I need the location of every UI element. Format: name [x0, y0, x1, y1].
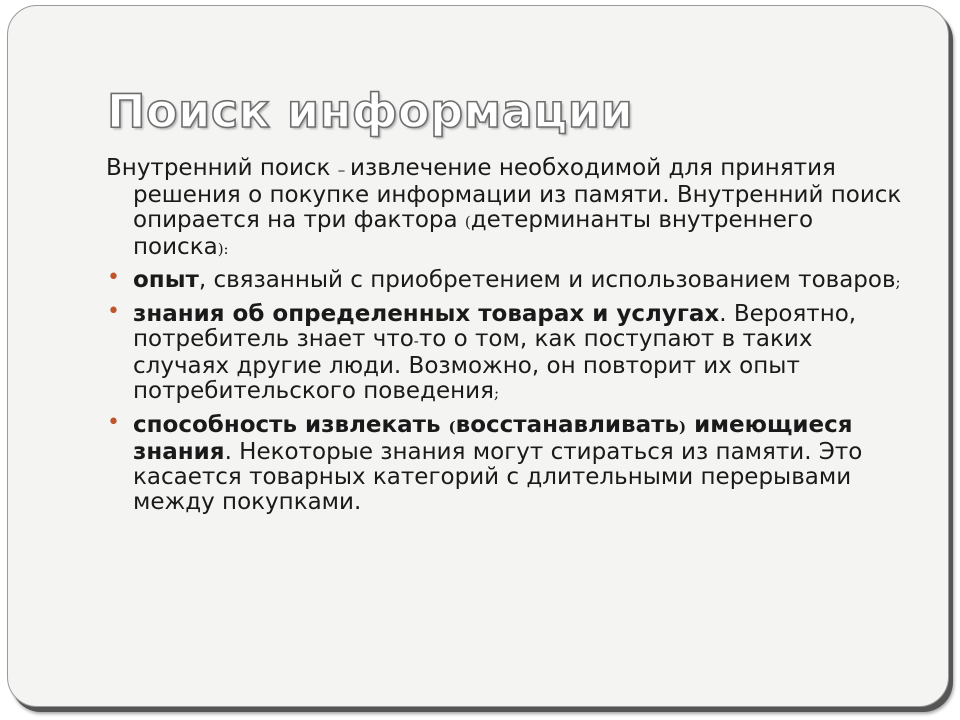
- item-3-bold-1: способность извлекать: [133, 412, 449, 438]
- item-2-end: ;: [493, 384, 500, 402]
- slide-body: [106, 156, 906, 522]
- intro-text-3: детерминанты внутреннего поиска: [133, 207, 814, 260]
- item-1-text: , связанный с приобретением и использованием товаров: [198, 267, 896, 293]
- intro-close: ):: [217, 240, 229, 258]
- item-3-paren-close: ): [679, 418, 687, 436]
- slide-title: Поиск информации: [107, 84, 634, 138]
- intro-paragraph: [106, 156, 906, 262]
- bullet-icon: •: [107, 265, 120, 290]
- intro-open-paren: (: [464, 213, 471, 231]
- item-2-bold: знания об определенных товарах и услугах: [133, 301, 720, 327]
- item-1-end: ;: [895, 273, 901, 291]
- item-2-text-1: . Вероятно, потребитель знает что: [133, 301, 857, 352]
- bullet-item-experience: [106, 265, 906, 295]
- item-2-text-2: то о том, как поступают в таких случаях другие люди. Возможно, он повторит их опыт потребительского поведения: [133, 326, 813, 404]
- intro-text-2: извлечение необходимой для принятия решения о покупке информации из памяти. Внутренний поиск опирается на три фактора: [133, 155, 902, 233]
- item-3-paren-open: (: [448, 418, 456, 436]
- intro-dash: –: [337, 161, 351, 179]
- bullet-item-ability: [106, 410, 906, 515]
- item-3-bold-2: восстанавливать: [455, 412, 679, 438]
- intro-text-1: Внутренний поиск: [106, 155, 338, 181]
- item-1-bold: опыт: [133, 267, 199, 293]
- item-3-text: . Некоторые знания могут стираться из памяти. Это касается товарных категорий с длительными перерывами между покупками.: [133, 439, 863, 515]
- bullet-icon: •: [107, 410, 120, 435]
- item-2-hyphen: -: [413, 332, 419, 350]
- bullet-icon: •: [107, 299, 120, 324]
- item-3-bold-3: имеющиеся знания: [133, 412, 853, 465]
- bullet-item-knowledge: [106, 299, 906, 406]
